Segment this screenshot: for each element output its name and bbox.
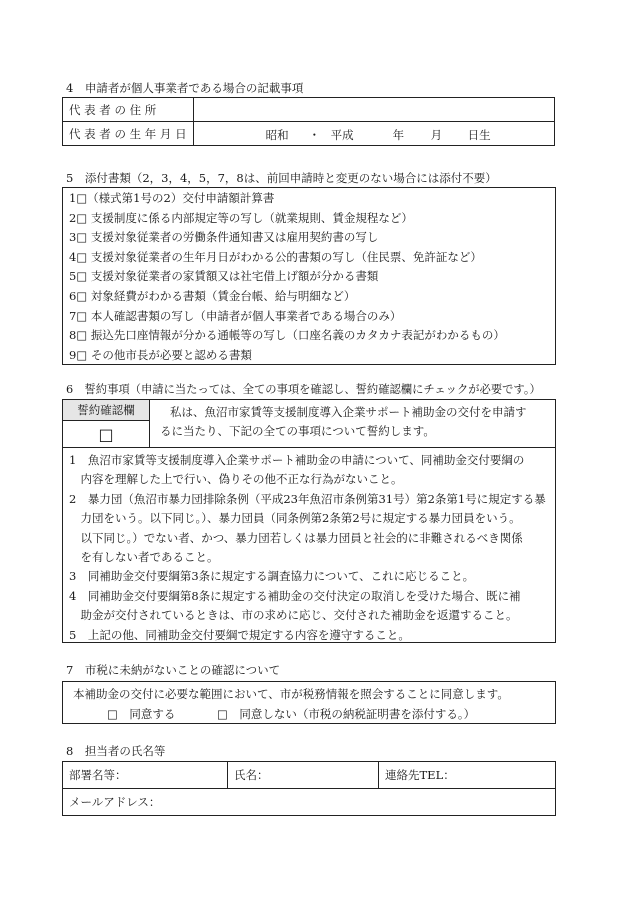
pledge-line: 私は、魚沼市家賃等支援制度導入企業サポート補助金の交付を申請す — [170, 405, 527, 419]
pledge-item-line: 以下同じ。）でない者、かつ、暴力団若しくは暴力団員と社会的に非難されるべき関係 — [69, 530, 523, 545]
attachments-list — [62, 187, 556, 365]
name-field[interactable]: 氏名： — [228, 762, 379, 789]
pledge-item-line: 3 同補助金交付要綱第3条に規定する調査協力について、これに応じること。 — [69, 569, 475, 584]
address-field[interactable] — [193, 98, 554, 122]
era-heisei[interactable]: 平成 — [330, 128, 354, 142]
attachment-item[interactable]: 1□（様式第1号の2）交付申請額計算書 — [69, 191, 275, 205]
attachment-item[interactable]: 9□ その他市長が必要と認める書類 — [69, 347, 252, 362]
pledge-check-label: 誓約確認欄 — [63, 400, 150, 421]
pledge-item-line: 内容を理解した上で行い、偽りその他不正な行為がないこと。 — [69, 472, 403, 487]
address-label: 代 表 者 の 住 所 — [63, 98, 194, 122]
contact-table — [62, 761, 556, 816]
pledge-item-line: 4 同補助金交付要綱第8条に規定する補助金の交付決定の取消しを受けた場合、既に補 — [69, 588, 521, 603]
tax-consent-box — [62, 681, 556, 724]
year-unit: 年 — [392, 128, 405, 142]
pledge-items — [62, 447, 556, 643]
pledge-item-line: 力団をいう。以下同じ。）、暴力団員（同条例第2条第2号に規定する暴力団員をいう。 — [69, 511, 521, 526]
attachment-item[interactable]: 4□ 支援対象従業者の生年月日がわかる公的書類の写し（住民票、免許証など） — [69, 249, 482, 264]
birthdate-label: 代 表 者 の 生 年 月 日 — [63, 122, 194, 146]
attachment-item[interactable]: 7□ 本人確認書類の写し（申請者が個人事業者である場合のみ） — [69, 308, 402, 323]
section4-heading: 4 申請者が個人事業者である場合の記載事項 — [66, 81, 304, 95]
era-showa[interactable]: 昭和 — [265, 128, 289, 142]
birthdate-field[interactable] — [193, 122, 554, 146]
pledge-item-line: 1 魚沼市家賃等支援制度導入企業サポート補助金の申請について、同補助金交付要綱の — [69, 453, 525, 467]
tel-field[interactable]: 連絡先TEL： — [379, 762, 556, 789]
day-unit: 日生 — [467, 128, 491, 142]
section6-heading: 6 誓約事項（申請に当たっては、全ての事項を確認し、誓約確認欄にチェックが必要です。） — [66, 383, 541, 396]
email-field[interactable]: メールアドレス： — [63, 789, 556, 816]
pledge-item-line: 助金が交付されているときは、市の求めに応じ、交付された補助金を返還すること。 — [69, 608, 518, 623]
pledge-item-line: 5 上記の他、同補助金交付要綱で規定する内容を遵守すること。 — [69, 627, 410, 642]
section8-heading: 8 担当者の氏名等 — [66, 744, 166, 758]
attachment-item[interactable]: 2□ 支援制度に係る内部規定等の写し（就業規則、賃金規程など） — [69, 210, 413, 225]
pledge-checkbox[interactable]: □ — [63, 421, 150, 448]
pledge-confirm-box — [62, 399, 556, 448]
pledge-item-line: を有しない者であること。 — [69, 550, 219, 565]
pledge-line: るに当たり、下記の全ての事項について誓約します。 — [160, 424, 435, 439]
representative-table — [62, 97, 555, 146]
era-separator: ・ — [308, 128, 321, 142]
attachment-item[interactable]: 6□ 対象経費がわかる書類（賃金台帳、給与明細など） — [69, 288, 356, 303]
department-field[interactable]: 部署名等： — [63, 762, 228, 789]
disagree-option[interactable]: □ 同意しない（市税の納税証明書を添付する。） — [217, 707, 476, 721]
month-unit: 月 — [430, 128, 443, 142]
section5-heading: 5 添付書類（2，3，4，5，7，8は、前回申請時と変更のない場合には添付不要） — [66, 171, 497, 185]
pledge-item-line: 2 暴力団（魚沼市暴力団排除条例（平成23年魚沼市条例第31号）第2条第1号に規定する暴 — [69, 491, 546, 506]
pledge-statement — [160, 403, 527, 442]
tax-consent-text: 本補助金の交付に必要な範囲において、市が税務情報を照会することに同意します。 — [73, 687, 509, 701]
attachment-item[interactable]: 8□ 振込先口座情報が分かる通帳等の写し（口座名義のカタカナ表記がわかるもの） — [69, 328, 505, 343]
attachment-item[interactable]: 5□ 支援対象従業者の家賃額又は社宅借上げ額が分かる書類 — [69, 269, 379, 284]
agree-option[interactable]: □ 同意する — [107, 707, 176, 721]
section7-heading: 7 市税に未納がないことの確認について — [66, 663, 281, 677]
attachment-item[interactable]: 3□ 支援対象従業者の労働条件通知書又は雇用契約書の写し — [69, 230, 379, 245]
